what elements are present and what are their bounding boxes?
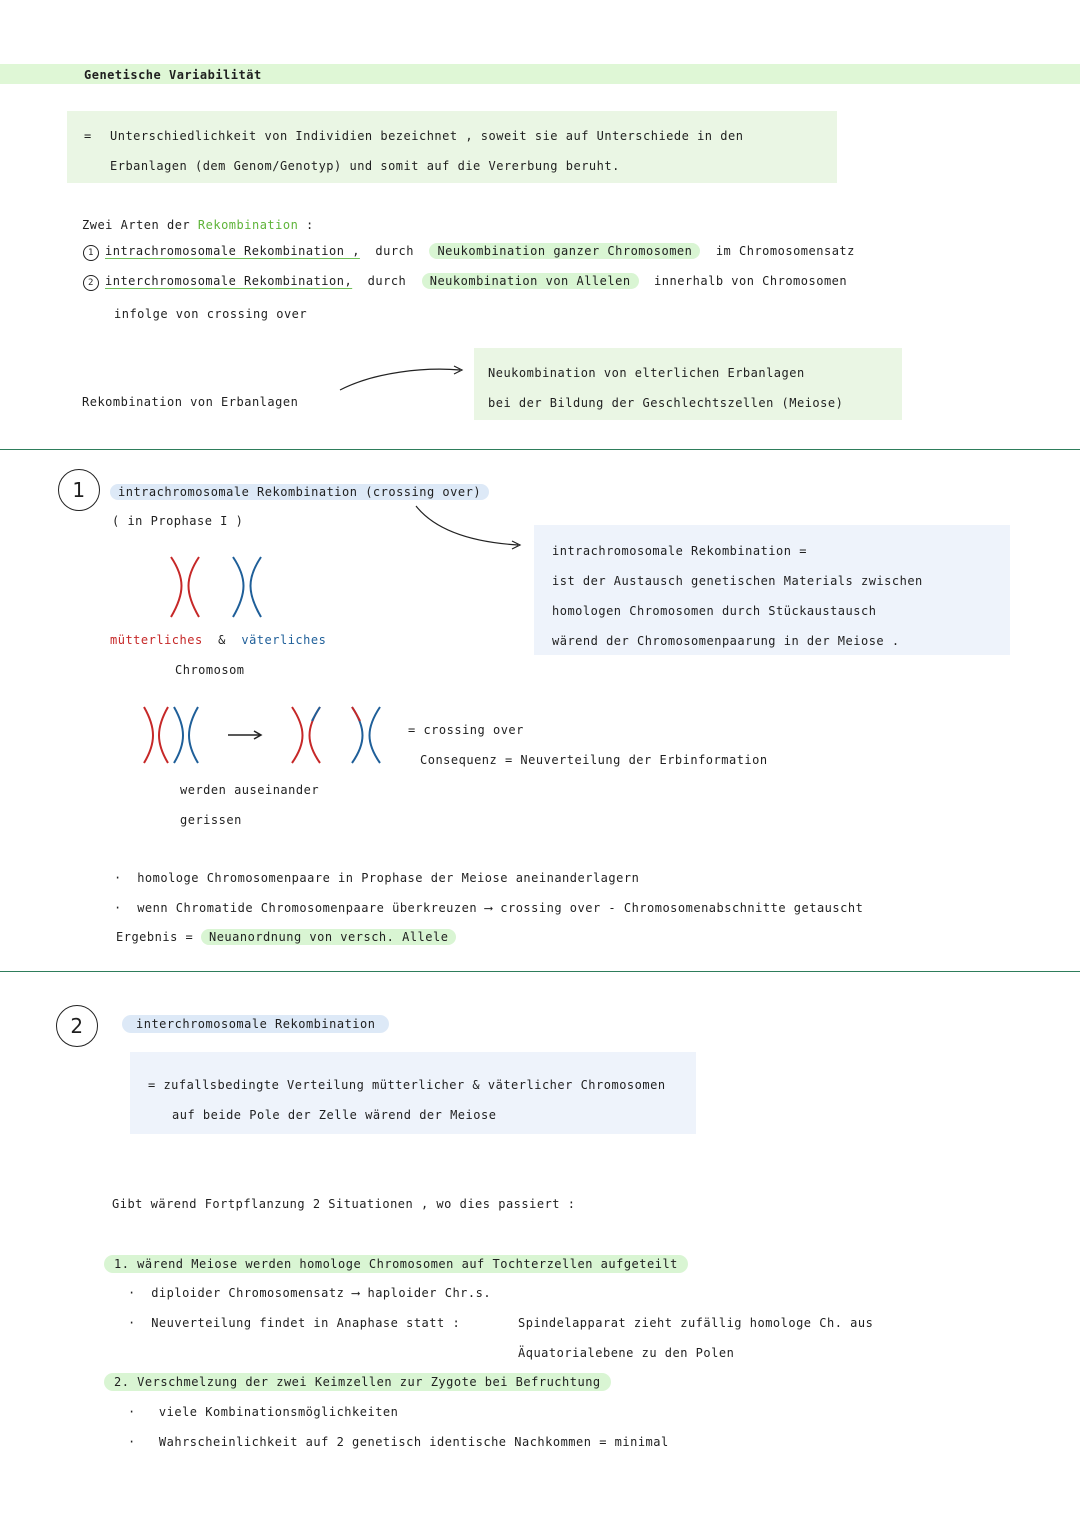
- section-1-number: 1: [58, 469, 100, 511]
- section-1-bullet-2: · wenn Chromatide Chromosomenpaare überkreuzen ⟶ crossing over - Chromosomenabschnitte getauscht: [114, 901, 864, 915]
- split-line-1: werden auseinander: [180, 783, 320, 797]
- chromosome-pair-illustration: [165, 553, 275, 621]
- section-2-def-line-2: auf beide Pole der Zelle wärend der Meiose: [172, 1108, 497, 1122]
- arrow-icon: [335, 362, 470, 397]
- page-title: Genetische Variabilität: [84, 68, 262, 82]
- split-line-2: gerissen: [180, 813, 242, 827]
- situation-1-bullet-2-cont-2: Äquatorialebene zu den Polen: [518, 1346, 735, 1360]
- situation-1-bullet-2-cont: Spindelapparat zieht zufällig homologe Ch. aus: [518, 1316, 874, 1330]
- section-1-bullet-1: · homologe Chromosomenpaare in Prophase der Meiose aneinanderlagern: [114, 871, 640, 885]
- definition-line-1: Unterschiedlichkeit von Individien bezeichnet , soweit sie auf Unterschiede in den: [110, 129, 744, 143]
- erbanlagen-box-line-2: bei der Bildung der Geschlechtszellen (Meiose): [488, 396, 844, 410]
- crossing-over-illustration: [138, 703, 388, 768]
- section-2-number: 2: [56, 1005, 98, 1047]
- section-1-def-line-1: intrachromosomale Rekombination =: [552, 544, 807, 558]
- section-1-heading: intrachromosomale Rekombination (crossing over): [110, 484, 489, 500]
- section-2-intro: Gibt wärend Fortpflanzung 2 Situationen , wo dies passiert :: [112, 1197, 576, 1211]
- situation-2-bullet-1: · viele Kombinationsmöglichkeiten: [128, 1405, 399, 1419]
- section-1-def-line-3: homologen Chromosomen durch Stückaustausch: [552, 604, 877, 618]
- section-1-def-line-2: ist der Austausch genetischen Materials zwischen: [552, 574, 923, 588]
- section-1-def-line-4: wärend der Chromosomenpaarung in der Meiose .: [552, 634, 900, 648]
- situation-2: 2. Verschmelzung der zwei Keimzellen zur Zygote bei Befruchtung: [104, 1373, 611, 1391]
- recomb-type-2-line-2: infolge von crossing over: [114, 307, 308, 321]
- recomb-type-2: 2 interchromosomale Rekombination, durch Neukombination von Allelen innerhalb von Chromosomen: [83, 274, 847, 291]
- chromosome-label: Chromosom: [175, 663, 245, 677]
- situation-1: 1. wärend Meiose werden homologe Chromosomen auf Tochterzellen aufgeteilt: [104, 1255, 688, 1273]
- recomb-erbanlagen-label: Rekombination von Erbanlagen: [82, 395, 299, 409]
- erbanlagen-box-line-1: Neukombination von elterlichen Erbanlagen: [488, 366, 805, 380]
- section-1-result: Ergebnis = Neuanordnung von versch. Allele: [116, 930, 456, 944]
- recomb-intro: Zwei Arten der Rekombination :: [82, 218, 314, 232]
- section-1-sub: ( in Prophase I ): [112, 514, 244, 528]
- paternal-chromosome: [233, 557, 261, 617]
- consequence-text: Consequenz = Neuverteilung der Erbinformation: [420, 753, 768, 767]
- maternal-chromosome: [171, 557, 199, 617]
- definition-eq: =: [84, 129, 92, 143]
- recomb-type-1: 1 intrachromosomale Rekombination , durch Neukombination ganzer Chromosomen im Chromosomensatz: [83, 244, 855, 261]
- chromosome-labels: mütterliches & väterliches: [110, 633, 327, 647]
- section-2-heading: interchromosomale Rekombination: [122, 1015, 389, 1033]
- situation-1-bullet-2: · Neuverteilung findet in Anaphase statt :: [128, 1316, 461, 1330]
- situation-1-bullet-1: · diploider Chromosomensatz ⟶ haploider Chr.s.: [128, 1286, 492, 1300]
- section-divider-1: [0, 449, 1080, 450]
- recomb-keyword: Rekombination: [197, 218, 299, 232]
- arrow-icon: [410, 500, 530, 555]
- arrow-right-icon: [228, 731, 261, 739]
- section-2-def-line-1: = zufallsbedingte Verteilung mütterlicher & väterlicher Chromosomen: [148, 1078, 666, 1092]
- situation-2-bullet-2: · Wahrscheinlichkeit auf 2 genetisch identische Nachkommen = minimal: [128, 1435, 669, 1449]
- crossing-over-label: = crossing over: [408, 723, 524, 737]
- section-divider-2: [0, 971, 1080, 972]
- definition-line-2: Erbanlagen (dem Genom/Genotyp) und somit auf die Vererbung beruht.: [110, 159, 620, 173]
